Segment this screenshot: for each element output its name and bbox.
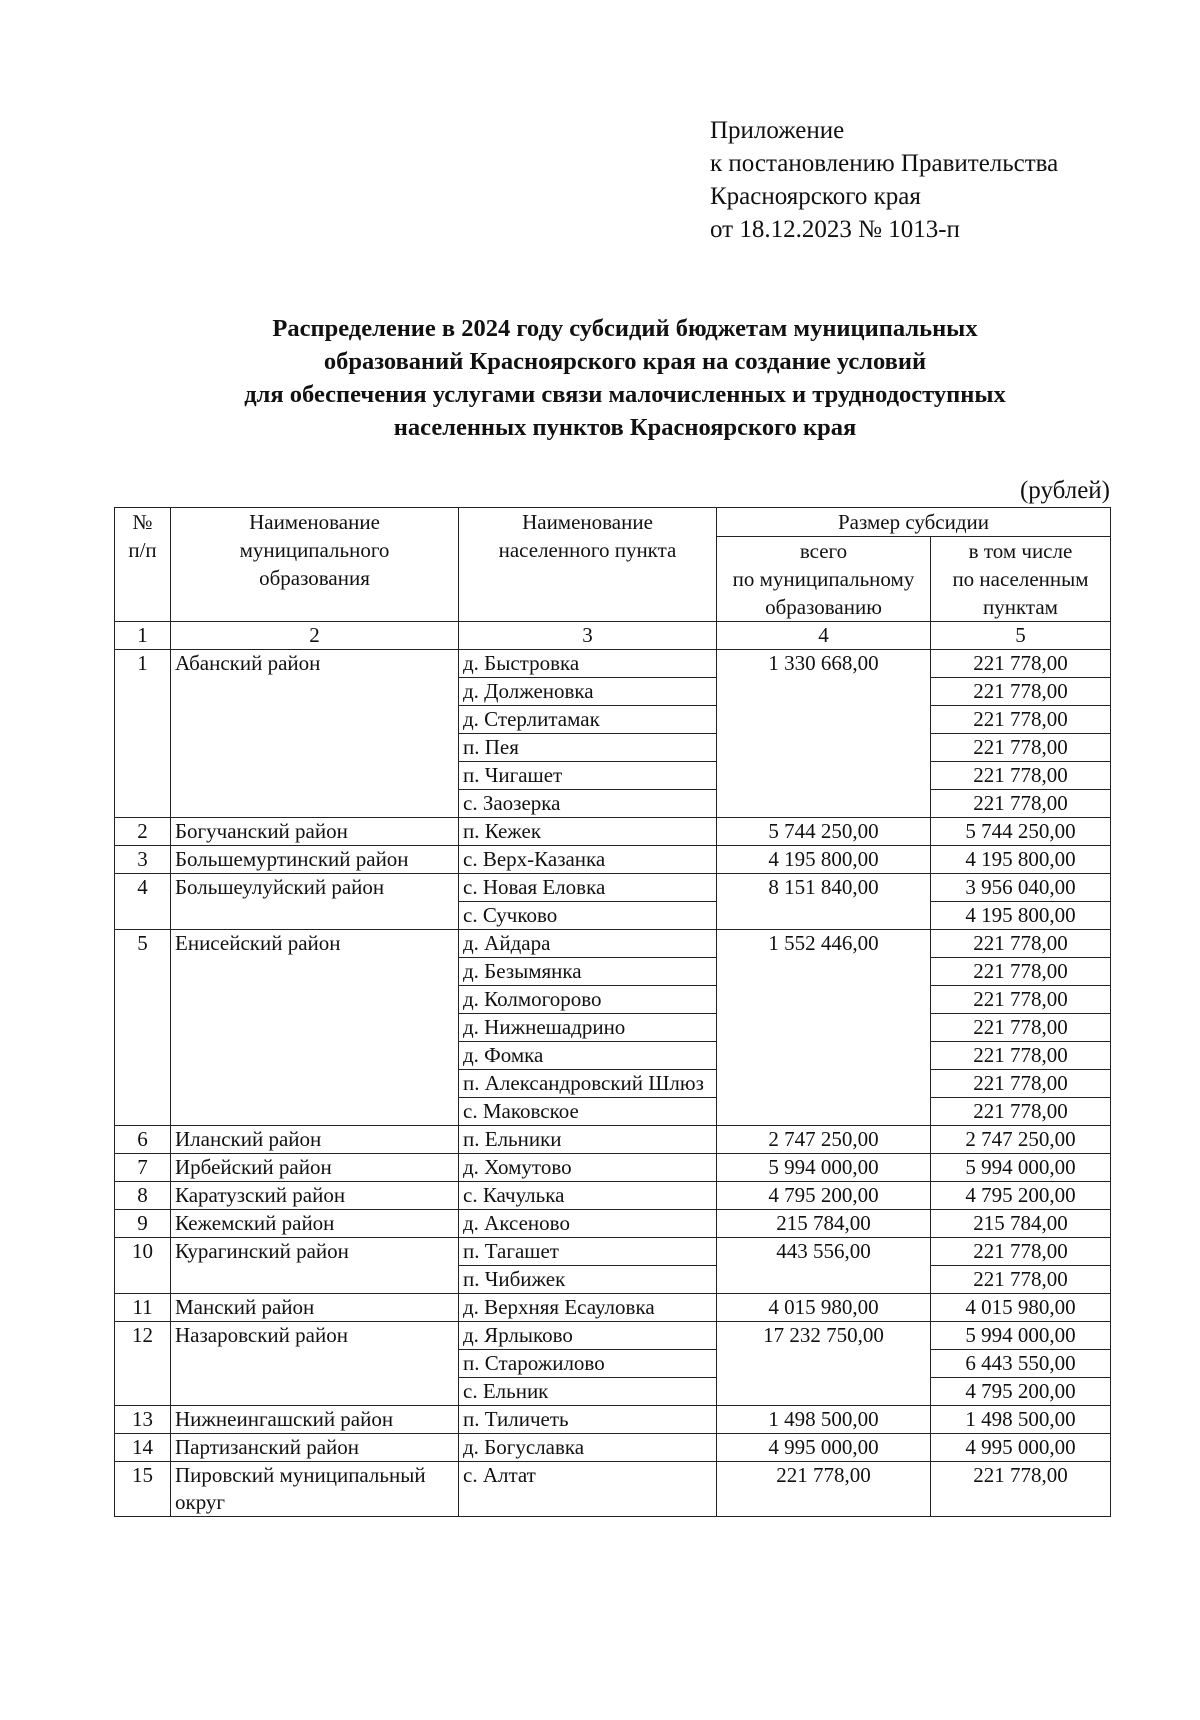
row-number: 13 bbox=[115, 1406, 171, 1434]
header-subsidy-size: Размер субсидии bbox=[717, 508, 1111, 537]
title-line: образований Красноярского края на создание условий bbox=[323, 348, 927, 375]
settlement-name: д. Колмогорово bbox=[459, 986, 717, 1014]
settlement-name: п. Александровский Шлюз bbox=[459, 1070, 717, 1098]
column-number: 4 bbox=[717, 622, 931, 650]
settlement-amount: 221 778,00 bbox=[931, 1070, 1111, 1098]
settlement-amount: 6 443 550,00 bbox=[931, 1350, 1111, 1378]
table-row bbox=[115, 930, 1111, 958]
settlement-name: п. Тиличеть bbox=[459, 1406, 717, 1434]
header-text: всего bbox=[799, 539, 848, 563]
subsidy-table bbox=[114, 507, 1111, 1517]
total-amount: 8 151 840,00 bbox=[717, 874, 931, 930]
total-amount: 4 995 000,00 bbox=[717, 1434, 931, 1462]
settlement-name: д. Быстровка bbox=[459, 650, 717, 678]
header-text: образования bbox=[259, 566, 370, 590]
header-settlement bbox=[459, 508, 717, 622]
header-including bbox=[931, 537, 1111, 622]
row-number: 4 bbox=[115, 874, 171, 930]
municipality-name: Каратузский район bbox=[171, 1182, 459, 1210]
settlement-amount: 4 795 200,00 bbox=[931, 1378, 1111, 1406]
header-num bbox=[115, 508, 171, 622]
appendix-line: от 18.12.2023 № 1013-п bbox=[710, 216, 960, 243]
total-amount: 443 556,00 bbox=[717, 1238, 931, 1294]
settlement-name: д. Ярлыково bbox=[459, 1322, 717, 1350]
row-number: 14 bbox=[115, 1434, 171, 1462]
header-text: муниципального bbox=[239, 538, 390, 562]
settlement-name: п. Кежек bbox=[459, 818, 717, 846]
row-number: 10 bbox=[115, 1238, 171, 1294]
municipality-name: Ирбейский район bbox=[171, 1154, 459, 1182]
appendix-block bbox=[710, 114, 1058, 246]
unit-label: (рублей) bbox=[1019, 477, 1110, 504]
table-row bbox=[115, 1462, 1111, 1517]
column-number: 1 bbox=[115, 622, 171, 650]
row-number: 1 bbox=[115, 650, 171, 818]
settlement-name: п. Тагашет bbox=[459, 1238, 717, 1266]
total-amount: 4 015 980,00 bbox=[717, 1294, 931, 1322]
settlement-name: с. Новая Еловка bbox=[459, 874, 717, 902]
appendix-line: Приложение bbox=[710, 117, 845, 144]
settlement-amount: 3 956 040,00 bbox=[931, 874, 1111, 902]
settlement-name: д. Аксеново bbox=[459, 1210, 717, 1238]
appendix-line: к постановлению Правительства bbox=[710, 150, 1059, 177]
settlement-amount: 1 498 500,00 bbox=[931, 1406, 1111, 1434]
settlement-name: д. Хомутово bbox=[459, 1154, 717, 1182]
settlement-amount: 221 778,00 bbox=[931, 790, 1111, 818]
settlement-amount: 221 778,00 bbox=[931, 986, 1111, 1014]
total-amount: 4 795 200,00 bbox=[717, 1182, 931, 1210]
row-number: 2 bbox=[115, 818, 171, 846]
settlement-amount: 4 195 800,00 bbox=[931, 846, 1111, 874]
settlement-amount: 2 747 250,00 bbox=[931, 1126, 1111, 1154]
municipality-name: Большеулуйский район bbox=[171, 874, 459, 930]
settlement-name: с. Ельник bbox=[459, 1378, 717, 1406]
settlement-amount: 215 784,00 bbox=[931, 1210, 1111, 1238]
row-number: 15 bbox=[115, 1462, 171, 1517]
settlement-name: д. Верхняя Есауловка bbox=[459, 1294, 717, 1322]
total-amount: 17 232 750,00 bbox=[717, 1322, 931, 1406]
settlement-name: д. Безымянка bbox=[459, 958, 717, 986]
table-row bbox=[115, 1238, 1111, 1266]
table-row bbox=[115, 846, 1111, 874]
row-number: 6 bbox=[115, 1126, 171, 1154]
row-number: 11 bbox=[115, 1294, 171, 1322]
municipality-name: Пировский муниципальный округ bbox=[171, 1462, 459, 1517]
municipality-name: Большемуртинский район bbox=[171, 846, 459, 874]
table-row bbox=[115, 1322, 1111, 1350]
settlement-name: п. Чибижек bbox=[459, 1266, 717, 1294]
settlement-amount: 221 778,00 bbox=[931, 1462, 1111, 1517]
municipality-name: Курагинский район bbox=[171, 1238, 459, 1294]
column-number: 5 bbox=[931, 622, 1111, 650]
settlement-amount: 5 994 000,00 bbox=[931, 1154, 1111, 1182]
municipality-name: Енисейский район bbox=[171, 930, 459, 1126]
header-text: в том числе bbox=[968, 539, 1073, 563]
header-text: № bbox=[132, 510, 153, 534]
settlement-name: п. Чигашет bbox=[459, 762, 717, 790]
settlement-name: с. Сучково bbox=[459, 902, 717, 930]
settlement-amount: 221 778,00 bbox=[931, 1042, 1111, 1070]
header-text: населенного пункта bbox=[498, 538, 677, 562]
settlement-name: п. Старожилово bbox=[459, 1350, 717, 1378]
total-amount: 221 778,00 bbox=[717, 1462, 931, 1517]
settlement-name: д. Долженовка bbox=[459, 678, 717, 706]
total-amount: 5 744 250,00 bbox=[717, 818, 931, 846]
settlement-name: с. Алтат bbox=[459, 1462, 717, 1517]
total-amount: 5 994 000,00 bbox=[717, 1154, 931, 1182]
header-text: по населенным bbox=[952, 567, 1089, 591]
table-row bbox=[115, 818, 1111, 846]
settlement-name: п. Пея bbox=[459, 734, 717, 762]
settlement-amount: 221 778,00 bbox=[931, 762, 1111, 790]
header-text: Наименование bbox=[522, 510, 653, 534]
header-row bbox=[115, 508, 1111, 537]
header-text: пунктам bbox=[983, 595, 1058, 619]
settlement-amount: 221 778,00 bbox=[931, 706, 1111, 734]
settlement-amount: 4 995 000,00 bbox=[931, 1434, 1111, 1462]
table-row bbox=[115, 1406, 1111, 1434]
settlement-name: д. Богуславка bbox=[459, 1434, 717, 1462]
settlement-name: д. Фомка bbox=[459, 1042, 717, 1070]
row-number: 7 bbox=[115, 1154, 171, 1182]
settlement-amount: 221 778,00 bbox=[931, 1014, 1111, 1042]
row-number: 5 bbox=[115, 930, 171, 1126]
settlement-amount: 4 795 200,00 bbox=[931, 1182, 1111, 1210]
settlement-amount: 5 994 000,00 bbox=[931, 1322, 1111, 1350]
settlement-amount: 221 778,00 bbox=[931, 930, 1111, 958]
table-row bbox=[115, 1154, 1111, 1182]
municipality-name: Кежемский район bbox=[171, 1210, 459, 1238]
settlement-amount: 221 778,00 bbox=[931, 1238, 1111, 1266]
settlement-amount: 221 778,00 bbox=[931, 1266, 1111, 1294]
settlement-amount: 4 015 980,00 bbox=[931, 1294, 1111, 1322]
municipality-name: Абанский район bbox=[171, 650, 459, 818]
title-line: населенных пунктов Красноярского края bbox=[393, 414, 857, 441]
table-row bbox=[115, 1434, 1111, 1462]
settlement-name: с. Заозерка bbox=[459, 790, 717, 818]
table-row bbox=[115, 1182, 1111, 1210]
settlement-amount: 4 195 800,00 bbox=[931, 902, 1111, 930]
table-row bbox=[115, 650, 1111, 678]
total-amount: 2 747 250,00 bbox=[717, 1126, 931, 1154]
header-municipality bbox=[171, 508, 459, 622]
municipality-name: Манский район bbox=[171, 1294, 459, 1322]
settlement-amount: 221 778,00 bbox=[931, 1098, 1111, 1126]
title-line: Распределение в 2024 году субсидий бюджетам муниципальных bbox=[272, 315, 978, 342]
settlement-amount: 221 778,00 bbox=[931, 958, 1111, 986]
header-text: образованию bbox=[765, 595, 882, 619]
municipality-name: Нижнеингашский район bbox=[171, 1406, 459, 1434]
settlement-name: с. Качулька bbox=[459, 1182, 717, 1210]
municipality-name: Назаровский район bbox=[171, 1322, 459, 1406]
municipality-name: Партизанский район bbox=[171, 1434, 459, 1462]
column-number: 2 bbox=[171, 622, 459, 650]
settlement-amount: 221 778,00 bbox=[931, 734, 1111, 762]
table-body bbox=[115, 650, 1111, 1517]
table-row bbox=[115, 874, 1111, 902]
settlement-name: д. Стерлитамак bbox=[459, 706, 717, 734]
settlement-name: д. Нижнешадрино bbox=[459, 1014, 717, 1042]
settlement-amount: 5 744 250,00 bbox=[931, 818, 1111, 846]
header-text: по муниципальному bbox=[732, 567, 915, 591]
settlement-amount: 221 778,00 bbox=[931, 650, 1111, 678]
row-number: 8 bbox=[115, 1182, 171, 1210]
settlement-amount: 221 778,00 bbox=[931, 678, 1111, 706]
row-number: 9 bbox=[115, 1210, 171, 1238]
total-amount: 1 498 500,00 bbox=[717, 1406, 931, 1434]
appendix-line: Красноярского края bbox=[710, 183, 921, 210]
total-amount: 1 330 668,00 bbox=[717, 650, 931, 818]
row-number: 3 bbox=[115, 846, 171, 874]
row-number: 12 bbox=[115, 1322, 171, 1406]
header-text: п/п bbox=[128, 538, 157, 562]
total-amount: 1 552 446,00 bbox=[717, 930, 931, 1126]
settlement-name: с. Маковское bbox=[459, 1098, 717, 1126]
document-title bbox=[120, 312, 1130, 444]
settlement-name: д. Айдара bbox=[459, 930, 717, 958]
column-number: 3 bbox=[459, 622, 717, 650]
settlement-name: п. Ельники bbox=[459, 1126, 717, 1154]
settlement-name: с. Верх-Казанка bbox=[459, 846, 717, 874]
total-amount: 4 195 800,00 bbox=[717, 846, 931, 874]
title-line: для обеспечения услугами связи малочисленных и труднодоступных bbox=[244, 381, 1006, 408]
municipality-name: Богучанский район bbox=[171, 818, 459, 846]
column-numbers-row bbox=[115, 622, 1111, 650]
table-row bbox=[115, 1210, 1111, 1238]
header-text: Наименование bbox=[249, 510, 380, 534]
header-total bbox=[717, 537, 931, 622]
total-amount: 215 784,00 bbox=[717, 1210, 931, 1238]
table-row bbox=[115, 1294, 1111, 1322]
municipality-name: Иланский район bbox=[171, 1126, 459, 1154]
table-row bbox=[115, 1126, 1111, 1154]
